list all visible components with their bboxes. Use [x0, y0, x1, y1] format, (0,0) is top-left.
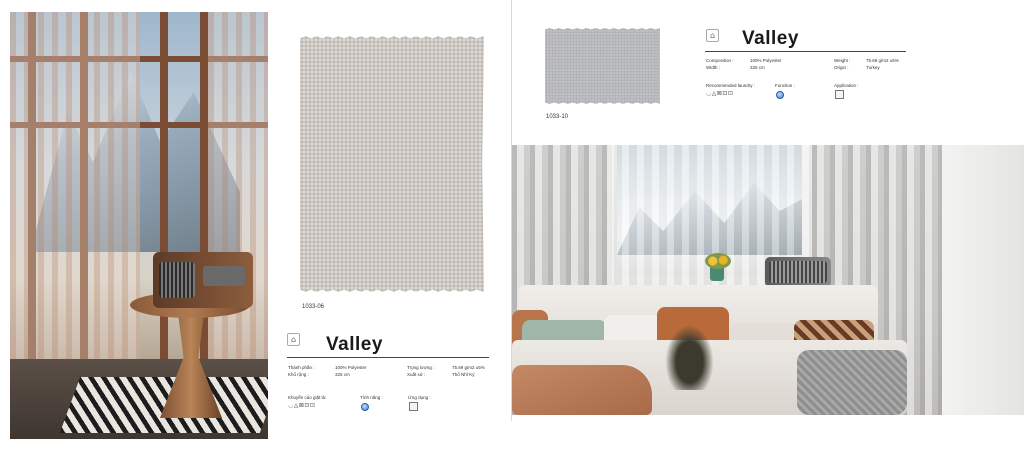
width-value: 325 cm	[335, 372, 350, 377]
radio-speaker	[765, 257, 831, 287]
fabric-swatch	[300, 36, 484, 292]
width-label: Khổ rộng :	[288, 372, 309, 377]
origin-value: Turkey	[866, 65, 880, 70]
weight-label: Trọng lượng :	[407, 365, 435, 370]
care-label: Khuyến cáo giặt là:	[288, 395, 327, 400]
plant	[662, 320, 717, 390]
title-divider	[287, 357, 489, 358]
composition-value: 100% Polyester	[750, 58, 782, 63]
living-room-photo	[512, 145, 1024, 415]
function-label: Tính năng :	[360, 395, 383, 400]
title-divider	[705, 51, 906, 52]
care-symbols-icon: ◡◬⊠⊡⊡	[706, 90, 734, 97]
knit-blanket	[797, 350, 907, 415]
fabric-swatch	[545, 28, 660, 104]
weight-value: 75.69 g/m2 ±5%	[452, 365, 485, 370]
width-label: Width :	[706, 65, 721, 70]
product-code: 1033-10	[546, 114, 569, 120]
brand-logo-icon: ⌂	[706, 29, 719, 42]
brand-logo-icon: ⌂	[287, 333, 300, 346]
flowers	[705, 253, 731, 269]
speaker-panel	[203, 266, 245, 286]
width-value: 325 cm	[750, 65, 765, 70]
globe-icon	[776, 91, 784, 99]
product-code: 1033-06	[302, 304, 325, 310]
application-label: Ứng dụng :	[408, 395, 431, 400]
composition-label: Composition :	[706, 58, 734, 63]
radio-speaker	[153, 252, 253, 308]
care-symbols-icon: ◡◬⊠⊡⊡	[288, 402, 316, 409]
weight-label: Weight :	[834, 58, 851, 63]
function-label: Function :	[775, 83, 795, 88]
origin-label: Origin :	[834, 65, 849, 70]
rug	[60, 377, 268, 433]
application-label: Application :	[834, 83, 859, 88]
curtain-room-photo	[10, 12, 268, 439]
product-title: Valley	[326, 334, 383, 355]
weight-value: 75.69 g/m2 ±5%	[866, 58, 899, 63]
origin-label: Xuất xứ :	[407, 372, 426, 377]
window-icon	[409, 402, 418, 411]
throw-blanket	[512, 365, 652, 415]
composition-label: Thành phần :	[288, 365, 315, 370]
speaker-grill	[769, 261, 827, 283]
globe-icon	[361, 403, 369, 411]
sheer-curtain	[942, 145, 1024, 415]
composition-value: 100% Polyester	[335, 365, 367, 370]
speaker-grill	[159, 262, 195, 298]
window-frame	[160, 12, 168, 379]
window-icon	[835, 90, 844, 99]
product-title: Valley	[742, 28, 799, 49]
care-label: Recommended laundry :	[706, 83, 756, 88]
origin-value: Thổ Nhĩ Kỳ	[452, 372, 475, 377]
